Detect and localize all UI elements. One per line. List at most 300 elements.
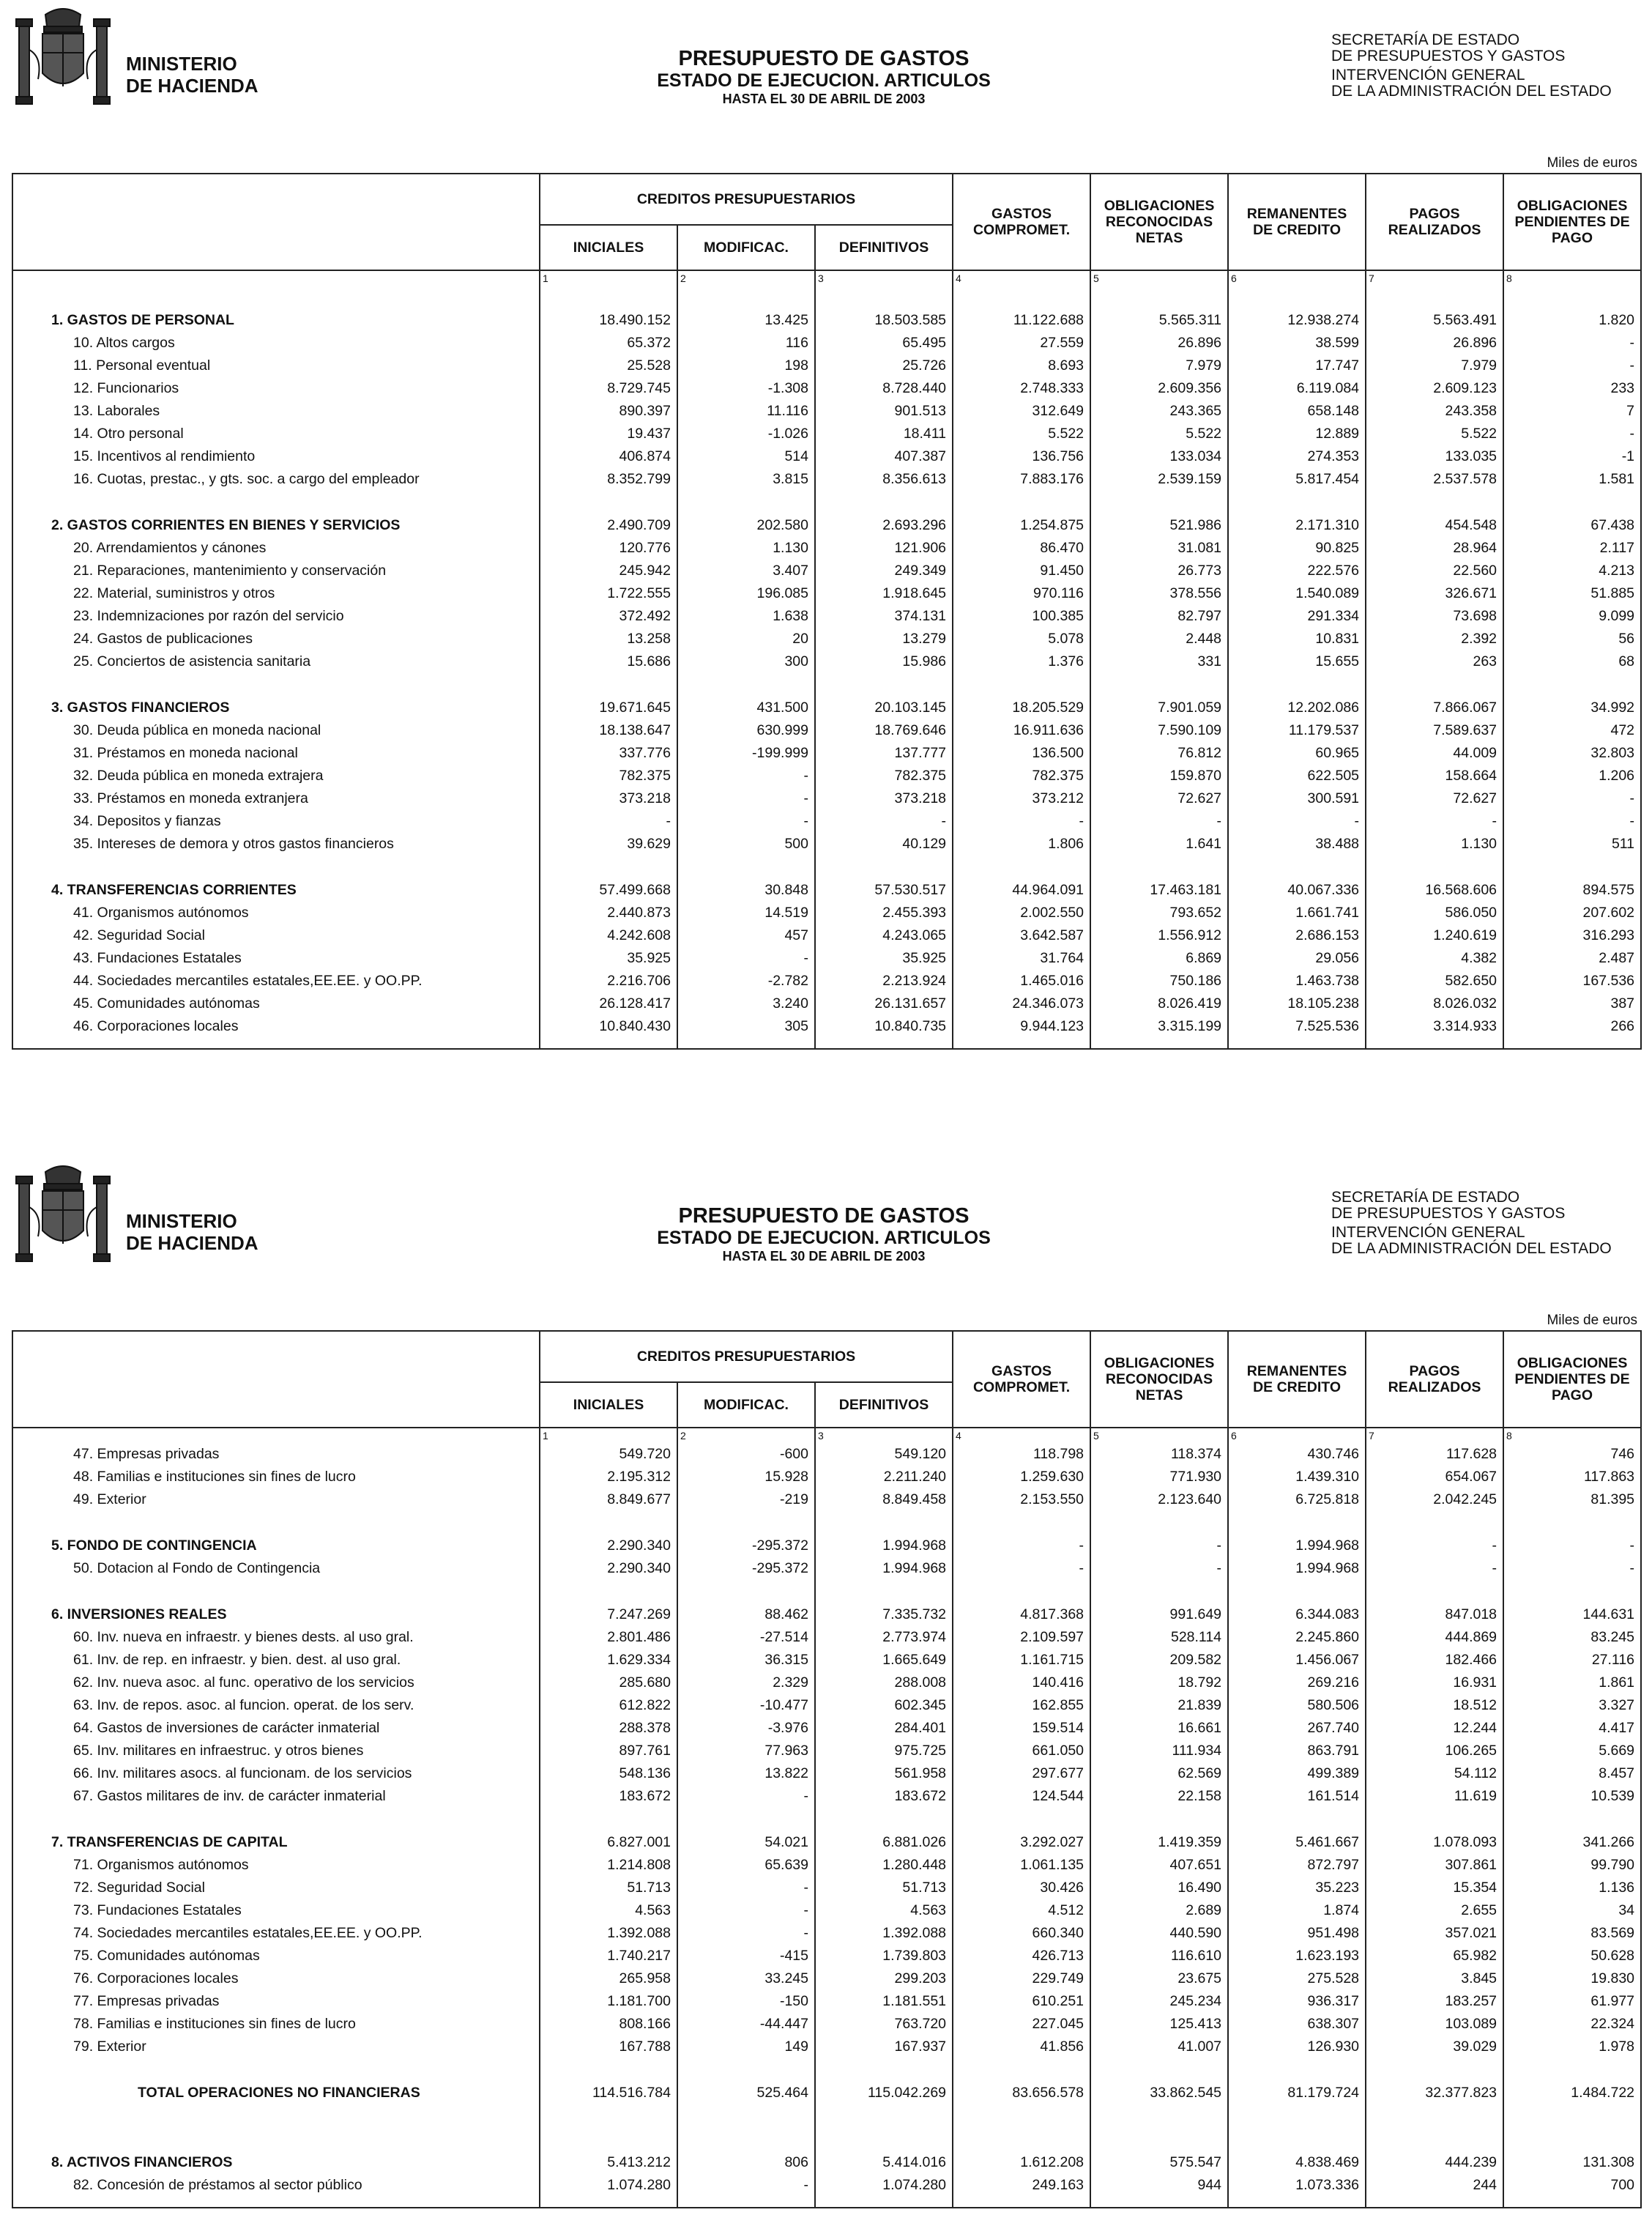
value-cell: -: [677, 1899, 815, 1922]
value-cell: 35.925: [815, 947, 953, 970]
value-cell: 19.437: [540, 423, 677, 445]
value-cell: 305: [677, 1015, 815, 1038]
article-row: [12, 1466, 1641, 1488]
value-cell: 3.327: [1503, 1694, 1641, 1717]
value-cell: 1.061.135: [953, 1854, 1090, 1877]
spacer-cell: [953, 491, 1090, 514]
article-row: [12, 1557, 1641, 1580]
value-cell: 444.869: [1366, 1626, 1503, 1649]
value-cell: 21.839: [1090, 1694, 1228, 1717]
value-cell: 54.112: [1366, 1762, 1503, 1785]
remanentes-header: REMANENTES DE CREDITO: [1228, 1331, 1366, 1428]
secretaria-line: DE PRESUPUESTOS Y GASTOS: [1331, 48, 1566, 64]
value-cell: 561.958: [815, 1762, 953, 1785]
article-row: [12, 1443, 1641, 1466]
spacer-cell: [1228, 1038, 1366, 1049]
value-cell: 901.513: [815, 400, 953, 423]
spacer-cell: [677, 673, 815, 697]
value-cell: 8.849.458: [815, 1488, 953, 1511]
coat-of-arms-logo: [9, 6, 117, 108]
value-cell: 1.181.551: [815, 1990, 953, 2013]
value-cell: 2.329: [677, 1672, 815, 1694]
spacer-cell: [540, 856, 677, 879]
value-cell: 2.689: [1090, 1899, 1228, 1922]
value-cell: 12.202.086: [1228, 697, 1366, 719]
value-cell: 2.002.550: [953, 902, 1090, 924]
value-cell: -1.308: [677, 377, 815, 400]
value-cell: 2.773.974: [815, 1626, 953, 1649]
ministry-line-2: DE HACIENDA: [126, 75, 258, 97]
value-cell: 5.078: [953, 628, 1090, 650]
article-row: [12, 833, 1641, 856]
value-cell: 793.652: [1090, 902, 1228, 924]
value-cell: 4.817.368: [953, 1603, 1090, 1626]
spacer-row: [12, 286, 1641, 309]
value-cell: 16.911.636: [953, 719, 1090, 742]
value-cell: 51.713: [815, 1877, 953, 1899]
value-cell: 4.563: [815, 1899, 953, 1922]
value-cell: 1.074.280: [815, 2174, 953, 2197]
spacer-cell: [1366, 286, 1503, 309]
value-cell: -3.976: [677, 1717, 815, 1740]
value-cell: 32.377.823: [1366, 2082, 1503, 2104]
value-cell: 76.812: [1090, 742, 1228, 765]
value-cell: 1.280.448: [815, 1854, 953, 1877]
spacer-cell: [540, 286, 677, 309]
value-cell: 86.470: [953, 537, 1090, 560]
value-cell: 8.728.440: [815, 377, 953, 400]
value-cell: 897.761: [540, 1740, 677, 1762]
secretaria-line: SECRETARÍA DE ESTADO: [1331, 31, 1520, 48]
spacer-row: [12, 2128, 1641, 2151]
spacer-cell: [1090, 2128, 1228, 2151]
row-label: 12. Funcionarios: [12, 377, 540, 400]
table-end-row: [12, 2197, 1641, 2208]
value-cell: -415: [677, 1945, 815, 1967]
article-row: [12, 1649, 1641, 1672]
spacer-row: [12, 1580, 1641, 1603]
value-cell: 5.413.212: [540, 2151, 677, 2174]
value-cell: 3.292.027: [953, 1831, 1090, 1854]
value-cell: 444.239: [1366, 2151, 1503, 2174]
index-cell: [12, 1428, 540, 1443]
spacer-cell: [1366, 2128, 1503, 2151]
value-cell: 28.964: [1366, 537, 1503, 560]
row-label: 25. Conciertos de asistencia sanitaria: [12, 650, 540, 673]
value-cell: 10.831: [1228, 628, 1366, 650]
value-cell: 183.672: [540, 1785, 677, 1808]
spacer-cell: [677, 856, 815, 879]
secretaria-line: SECRETARÍA DE ESTADO: [1331, 1189, 1520, 1206]
spacer-cell: [1090, 491, 1228, 514]
value-cell: 18.792: [1090, 1672, 1228, 1694]
value-cell: 182.466: [1366, 1649, 1503, 1672]
value-cell: 196.085: [677, 582, 815, 605]
value-cell: 61.977: [1503, 1990, 1641, 2013]
value-cell: -: [953, 810, 1090, 833]
row-label: 1. GASTOS DE PERSONAL: [12, 309, 540, 332]
value-cell: 140.416: [953, 1672, 1090, 1694]
value-cell: 10.840.735: [815, 1015, 953, 1038]
value-cell: 26.896: [1090, 332, 1228, 355]
value-cell: 2.490.709: [540, 514, 677, 537]
article-row: [12, 2013, 1641, 2036]
value-cell: 131.308: [1503, 2151, 1641, 2174]
value-cell: 575.547: [1090, 2151, 1228, 2174]
value-cell: 16.931: [1366, 1672, 1503, 1694]
value-cell: -: [815, 810, 953, 833]
row-label: 64. Gastos de inversiones de carácter inmaterial: [12, 1717, 540, 1740]
spacer-cell: [1503, 673, 1641, 697]
value-cell: 1.078.093: [1366, 1831, 1503, 1854]
spacer-row: [12, 1808, 1641, 1831]
value-cell: 951.498: [1228, 1922, 1366, 1945]
spacer-cell: [1090, 1808, 1228, 1831]
value-cell: -: [953, 1535, 1090, 1557]
index-cell: [12, 270, 540, 286]
value-cell: 3.314.933: [1366, 1015, 1503, 1038]
spacer-cell: [677, 1808, 815, 1831]
value-cell: 975.725: [815, 1740, 953, 1762]
value-cell: 265.958: [540, 1967, 677, 1990]
column-index-row: [12, 1428, 1641, 1443]
value-cell: 5.522: [953, 423, 1090, 445]
value-cell: 872.797: [1228, 1854, 1366, 1877]
value-cell: 31.764: [953, 947, 1090, 970]
spacer-cell: [540, 491, 677, 514]
value-cell: 638.307: [1228, 2013, 1366, 2036]
value-cell: 514: [677, 445, 815, 468]
value-cell: 2.042.245: [1366, 1488, 1503, 1511]
row-label: 44. Sociedades mercantiles estatales,EE.EE. y OO.PP.: [12, 970, 540, 993]
creditos-header: CREDITOS PRESUPUESTARIOS: [540, 174, 953, 225]
value-cell: 1.463.738: [1228, 970, 1366, 993]
value-cell: 1.612.208: [953, 2151, 1090, 2174]
value-cell: -: [540, 810, 677, 833]
value-cell: 1.581: [1503, 468, 1641, 491]
spacer-cell: [1366, 856, 1503, 879]
concept-header: [12, 174, 540, 270]
spacer-cell: [12, 2104, 540, 2128]
value-cell: 120.776: [540, 537, 677, 560]
spacer-cell: [1503, 2058, 1641, 2082]
value-cell: 782.375: [815, 765, 953, 787]
value-cell: -: [1503, 810, 1641, 833]
value-cell: 263: [1366, 650, 1503, 673]
value-cell: 6.344.083: [1228, 1603, 1366, 1626]
spacer-cell: [1366, 491, 1503, 514]
modificac-header: MODIFICAC.: [677, 225, 815, 270]
value-cell: 372.492: [540, 605, 677, 628]
value-cell: 159.870: [1090, 765, 1228, 787]
value-cell: 137.777: [815, 742, 953, 765]
definitivos-header: DEFINITIVOS: [815, 225, 953, 270]
value-cell: 1.806: [953, 833, 1090, 856]
secretaria-line: DE LA ADMINISTRACIÓN DEL ESTADO: [1331, 1240, 1612, 1257]
value-cell: 847.018: [1366, 1603, 1503, 1626]
iniciales-header: INICIALES: [540, 225, 677, 270]
value-cell: 661.050: [953, 1740, 1090, 1762]
value-cell: 56: [1503, 628, 1641, 650]
value-cell: 771.930: [1090, 1466, 1228, 1488]
value-cell: -: [1503, 332, 1641, 355]
value-cell: 936.317: [1228, 1990, 1366, 2013]
value-cell: 266: [1503, 1015, 1641, 1038]
row-label: 3. GASTOS FINANCIEROS: [12, 697, 540, 719]
value-cell: 387: [1503, 993, 1641, 1015]
value-cell: 222.576: [1228, 560, 1366, 582]
value-cell: 245.234: [1090, 1990, 1228, 2013]
spacer-cell: [953, 856, 1090, 879]
value-cell: 73.698: [1366, 605, 1503, 628]
row-label: 20. Arrendamientos y cánones: [12, 537, 540, 560]
spacer-cell: [677, 1038, 815, 1049]
obligaciones-header: OBLIGACIONES RECONOCIDAS NETAS: [1090, 174, 1228, 270]
value-cell: 183.257: [1366, 1990, 1503, 2013]
value-cell: 167.536: [1503, 970, 1641, 993]
value-cell: 2.171.310: [1228, 514, 1366, 537]
value-cell: 1.994.968: [1228, 1557, 1366, 1580]
value-cell: 34.992: [1503, 697, 1641, 719]
value-cell: -: [1090, 1535, 1228, 1557]
spacer-cell: [1090, 673, 1228, 697]
article-row: [12, 1762, 1641, 1785]
spacer-cell: [1366, 1580, 1503, 1603]
value-cell: 22.560: [1366, 560, 1503, 582]
value-cell: 426.713: [953, 1945, 1090, 1967]
value-cell: 117.628: [1366, 1443, 1503, 1466]
value-cell: 20.103.145: [815, 697, 953, 719]
value-cell: 11.179.537: [1228, 719, 1366, 742]
spacer-cell: [677, 1511, 815, 1535]
value-cell: 15.928: [677, 1466, 815, 1488]
value-cell: 7.525.536: [1228, 1015, 1366, 1038]
article-row: [12, 742, 1641, 765]
value-cell: 430.746: [1228, 1443, 1366, 1466]
value-cell: 5.669: [1503, 1740, 1641, 1762]
article-row: [12, 1015, 1641, 1038]
value-cell: -: [677, 1922, 815, 1945]
value-cell: -: [1090, 1557, 1228, 1580]
value-cell: 7.247.269: [540, 1603, 677, 1626]
value-cell: 233: [1503, 377, 1641, 400]
value-cell: 7.901.059: [1090, 697, 1228, 719]
value-cell: -: [1503, 1535, 1641, 1557]
chapter-row: [12, 1831, 1641, 1854]
value-cell: -: [1366, 1557, 1503, 1580]
spacer-cell: [953, 286, 1090, 309]
value-cell: 13.279: [815, 628, 953, 650]
value-cell: 890.397: [540, 400, 677, 423]
spacer-cell: [12, 673, 540, 697]
row-label: 4. TRANSFERENCIAS CORRIENTES: [12, 879, 540, 902]
value-cell: 1.739.803: [815, 1945, 953, 1967]
row-label: 67. Gastos militares de inv. de carácter inmaterial: [12, 1785, 540, 1808]
value-cell: -: [677, 1785, 815, 1808]
value-cell: 11.122.688: [953, 309, 1090, 332]
row-label: 8. ACTIVOS FINANCIEROS: [12, 2151, 540, 2174]
article-row: [12, 993, 1641, 1015]
value-cell: 54.021: [677, 1831, 815, 1854]
value-cell: 44.964.091: [953, 879, 1090, 902]
ministry-line-1: MINISTERIO: [126, 1210, 237, 1232]
row-label: 73. Fundaciones Estatales: [12, 1899, 540, 1922]
value-cell: 26.773: [1090, 560, 1228, 582]
value-cell: 91.450: [953, 560, 1090, 582]
chapter-row: [12, 1535, 1641, 1557]
value-cell: 1.073.336: [1228, 2174, 1366, 2197]
value-cell: 454.548: [1366, 514, 1503, 537]
ministry-name: [126, 53, 258, 97]
row-label: 47. Empresas privadas: [12, 1443, 540, 1466]
value-cell: 5.563.491: [1366, 309, 1503, 332]
value-cell: 1.874: [1228, 1899, 1366, 1922]
spacer-cell: [815, 1038, 953, 1049]
value-cell: 27.116: [1503, 1649, 1641, 1672]
spacer-cell: [1503, 2104, 1641, 2128]
chapter-row: [12, 697, 1641, 719]
value-cell: 124.544: [953, 1785, 1090, 1808]
value-cell: 19.671.645: [540, 697, 677, 719]
value-cell: 17.463.181: [1090, 879, 1228, 902]
ministry-line-2: DE HACIENDA: [126, 1232, 258, 1254]
spacer-cell: [1366, 2104, 1503, 2128]
spacer-cell: [677, 2104, 815, 2128]
row-label: 31. Préstamos en moneda nacional: [12, 742, 540, 765]
value-cell: 4.417: [1503, 1717, 1641, 1740]
index-cell: 6: [1228, 1428, 1366, 1443]
spacer-cell: [677, 2197, 815, 2208]
value-cell: 77.963: [677, 1740, 815, 1762]
article-row: [12, 1854, 1641, 1877]
value-cell: 1.820: [1503, 309, 1641, 332]
value-cell: 3.407: [677, 560, 815, 582]
spacer-cell: [815, 673, 953, 697]
row-label: 15. Incentivos al rendimiento: [12, 445, 540, 468]
value-cell: 2.123.640: [1090, 1488, 1228, 1511]
value-cell: 1.484.722: [1503, 2082, 1641, 2104]
spacer-cell: [1228, 286, 1366, 309]
row-label: 76. Corporaciones locales: [12, 1967, 540, 1990]
value-cell: -44.447: [677, 2013, 815, 2036]
value-cell: 26.131.657: [815, 993, 953, 1015]
value-cell: 162.855: [953, 1694, 1090, 1717]
value-cell: 7.979: [1090, 355, 1228, 377]
value-cell: 7.979: [1366, 355, 1503, 377]
value-cell: 1.641: [1090, 833, 1228, 856]
value-cell: 39.629: [540, 833, 677, 856]
value-cell: 357.021: [1366, 1922, 1503, 1945]
value-cell: 285.680: [540, 1672, 677, 1694]
spacer-cell: [953, 673, 1090, 697]
value-cell: 118.798: [953, 1443, 1090, 1466]
row-label: 2. GASTOS CORRIENTES EN BIENES Y SERVICIOS: [12, 514, 540, 537]
value-cell: 763.720: [815, 2013, 953, 2036]
value-cell: 4.512: [953, 1899, 1090, 1922]
report-subtitle: ESTADO DE EJECUCION. ARTICULOS: [657, 70, 991, 91]
spacer-cell: [1366, 1038, 1503, 1049]
value-cell: 50.628: [1503, 1945, 1641, 1967]
row-label: 24. Gastos de publicaciones: [12, 628, 540, 650]
value-cell: 4.242.608: [540, 924, 677, 947]
value-cell: 12.889: [1228, 423, 1366, 445]
article-row: [12, 628, 1641, 650]
value-cell: 16.490: [1090, 1877, 1228, 1899]
value-cell: 90.825: [1228, 537, 1366, 560]
value-cell: 1.254.875: [953, 514, 1090, 537]
article-row: [12, 787, 1641, 810]
value-cell: 40.067.336: [1228, 879, 1366, 902]
value-cell: 39.029: [1366, 2036, 1503, 2058]
value-cell: 288.008: [815, 1672, 953, 1694]
value-cell: 10.840.430: [540, 1015, 677, 1038]
value-cell: 406.874: [540, 445, 677, 468]
article-row: [12, 970, 1641, 993]
value-cell: 9.944.123: [953, 1015, 1090, 1038]
value-cell: 121.906: [815, 537, 953, 560]
spacer-cell: [815, 1808, 953, 1831]
spacer-cell: [1090, 856, 1228, 879]
value-cell: -27.514: [677, 1626, 815, 1649]
value-cell: 472: [1503, 719, 1641, 742]
value-cell: 863.791: [1228, 1740, 1366, 1762]
total-row: [12, 2082, 1641, 2104]
value-cell: 1.392.088: [815, 1922, 953, 1945]
row-label: 43. Fundaciones Estatales: [12, 947, 540, 970]
row-label: 41. Organismos autónomos: [12, 902, 540, 924]
spacer-cell: [1228, 2128, 1366, 2151]
value-cell: 4.243.065: [815, 924, 953, 947]
value-cell: 24.346.073: [953, 993, 1090, 1015]
index-cell: 7: [1366, 270, 1503, 286]
spacer-cell: [1228, 2058, 1366, 2082]
value-cell: 3.315.199: [1090, 1015, 1228, 1038]
value-cell: -: [677, 2174, 815, 2197]
value-cell: 288.378: [540, 1717, 677, 1740]
value-cell: 126.930: [1228, 2036, 1366, 2058]
row-label: 61. Inv. de rep. en infraestr. y bien. dest. al uso gral.: [12, 1649, 540, 1672]
value-cell: 431.500: [677, 697, 815, 719]
value-cell: 2.655: [1366, 1899, 1503, 1922]
spacer-cell: [1090, 1038, 1228, 1049]
value-cell: 2.211.240: [815, 1466, 953, 1488]
value-cell: 4.563: [540, 1899, 677, 1922]
article-row: [12, 560, 1641, 582]
article-row: [12, 1990, 1641, 2013]
row-label: 7. TRANSFERENCIAS DE CAPITAL: [12, 1831, 540, 1854]
value-cell: 297.677: [953, 1762, 1090, 1785]
value-cell: 5.817.454: [1228, 468, 1366, 491]
index-cell: 2: [677, 1428, 815, 1443]
article-row: [12, 582, 1641, 605]
value-cell: -: [1503, 787, 1641, 810]
value-cell: 116.610: [1090, 1945, 1228, 1967]
value-cell: 22.158: [1090, 1785, 1228, 1808]
value-cell: 51.885: [1503, 582, 1641, 605]
value-cell: 5.414.016: [815, 2151, 953, 2174]
index-cell: 8: [1503, 270, 1641, 286]
value-cell: 1.994.968: [815, 1535, 953, 1557]
value-cell: 5.522: [1090, 423, 1228, 445]
spacer-cell: [1228, 491, 1366, 514]
ministry-line-1: MINISTERIO: [126, 53, 237, 75]
spacer-cell: [815, 286, 953, 309]
value-cell: 26.128.417: [540, 993, 677, 1015]
value-cell: 15.686: [540, 650, 677, 673]
spacer-cell: [12, 286, 540, 309]
spacer-cell: [12, 2197, 540, 2208]
spacer-cell: [12, 1808, 540, 1831]
